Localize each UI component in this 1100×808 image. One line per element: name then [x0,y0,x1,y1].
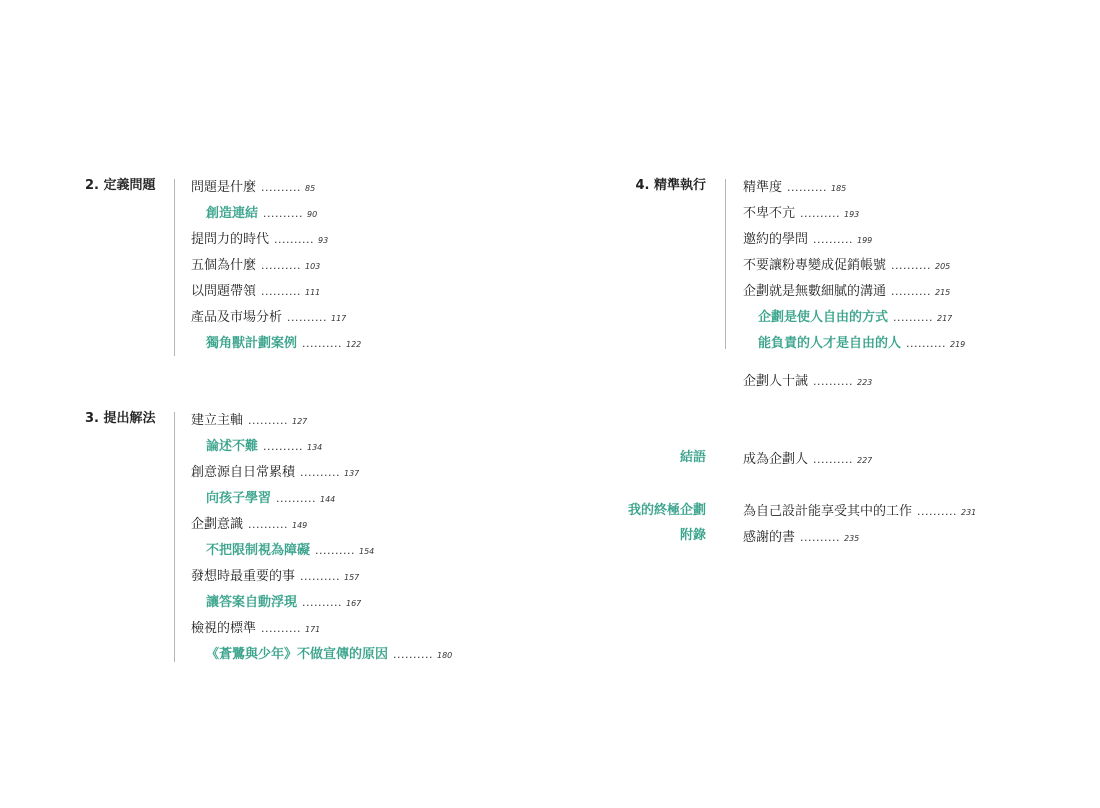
toc-entry-leader-dots: .......... [787,181,827,194]
toc-entry-title: 感謝的書 [743,530,796,545]
toc-entry-leader-dots: .......... [248,518,288,531]
toc-entry-title: 讓答案自動浮現 [206,595,298,610]
section-heading-epilogue: 結語 [679,450,706,465]
toc-entry-title: 企劃意識 [191,517,244,532]
toc-entry[interactable] [206,542,374,560]
section-heading-propose-solution: 3. 提出解法 [85,411,156,426]
toc-entry-leader-dots: .......... [891,285,931,298]
toc-entry[interactable] [743,179,846,197]
toc-entry-title: 企劃就是無數細膩的溝通 [743,284,887,299]
toc-entry-page-number: 90 [306,210,318,219]
toc-entry-page-number: 122 [345,340,362,349]
toc-entry-leader-dots: .......... [300,570,340,583]
toc-entry-page-number: 193 [843,210,860,219]
toc-entry[interactable] [743,231,872,249]
toc-entry[interactable] [743,529,859,547]
toc-entry-title: 獨角獸計劃案例 [206,336,298,351]
toc-entry[interactable] [191,257,320,275]
toc-entry[interactable] [206,646,452,664]
toc-entry-title: 為自己設計能享受其中的工作 [743,504,913,519]
toc-entry-title: 《蒼鷺與少年》不做宣傳的原因 [206,647,389,662]
toc-entry-page-number: 215 [934,288,951,297]
toc-entry[interactable] [206,594,361,612]
toc-entry[interactable] [743,503,976,521]
toc-entry-leader-dots: .......... [248,414,288,427]
toc-entry-page-number: 134 [306,443,323,452]
toc-entry[interactable] [206,438,322,456]
toc-entry[interactable] [758,309,952,327]
toc-entry[interactable] [191,309,346,327]
toc-entry-title: 能負責的人才是自由的人 [758,336,902,351]
toc-entry-leader-dots: .......... [302,596,342,609]
section-divider-line [725,179,726,349]
toc-entry-title: 建立主軸 [191,413,244,428]
toc-entry[interactable] [191,231,328,249]
toc-entry-page-number: 217 [936,314,953,323]
toc-entry[interactable] [743,451,872,469]
toc-entry-page-number: 103 [304,262,321,271]
toc-entry-title: 不要讓粉專變成促銷帳號 [743,258,887,273]
toc-entry[interactable] [743,205,859,223]
toc-entry-title: 不把限制視為障礙 [206,543,311,558]
toc-entry[interactable] [191,179,315,197]
toc-entry-page-number: 185 [830,184,847,193]
toc-entry-leader-dots: .......... [800,207,840,220]
toc-entry-title: 邀約的學問 [743,232,809,247]
toc-entry-page-number: 154 [358,547,375,556]
toc-entry-leader-dots: .......... [315,544,355,557]
toc-entry-leader-dots: .......... [261,259,301,272]
section-heading-define-problem: 2. 定義問題 [85,178,156,193]
section-divider-line [174,179,175,356]
toc-entry[interactable] [743,373,872,391]
toc-entry-page-number: 235 [843,534,860,543]
toc-entry-leader-dots: .......... [276,492,316,505]
toc-entry[interactable] [191,620,320,638]
section-heading-appendix: 附錄 [679,528,706,543]
toc-entry-leader-dots: .......... [263,440,303,453]
toc-entry-page-number: 85 [304,184,316,193]
toc-entry-page-number: 223 [856,378,873,387]
toc-entry-leader-dots: .......... [393,648,433,661]
section-heading-ultimate-plan: 我的終極企劃 [627,503,706,518]
toc-entry-leader-dots: .......... [300,466,340,479]
toc-entry-title: 向孩子學習 [206,491,272,506]
toc-entry-leader-dots: .......... [813,453,853,466]
toc-entry[interactable] [191,283,320,301]
toc-entry[interactable] [191,568,359,586]
toc-entry[interactable] [206,335,361,353]
toc-entry-title: 產品及市場分析 [191,310,283,325]
toc-entry-page-number: 144 [319,495,336,504]
toc-entry-leader-dots: .......... [813,375,853,388]
toc-entry-title: 以問題帶領 [191,284,257,299]
toc-entry[interactable] [191,464,359,482]
toc-entry-page-number: 199 [856,236,873,245]
toc-entry-leader-dots: .......... [800,531,840,544]
toc-entry-leader-dots: .......... [263,207,303,220]
toc-entry-title: 論述不難 [206,439,259,454]
toc-entry-leader-dots: .......... [891,259,931,272]
toc-entry[interactable] [206,205,317,223]
toc-entry-title: 問題是什麼 [191,180,257,195]
toc-entry-leader-dots: .......... [302,337,342,350]
toc-entry-page-number: 137 [343,469,360,478]
toc-entry-title: 創造連結 [206,206,259,221]
toc-entry-page-number: 117 [330,314,347,323]
toc-entry-leader-dots: .......... [274,233,314,246]
toc-entry-page-number: 227 [856,456,873,465]
toc-entry-leader-dots: .......... [287,311,327,324]
toc-entry-title: 精準度 [743,180,783,195]
toc-entry[interactable] [191,412,307,430]
toc-entry-title: 五個為什麼 [191,258,257,273]
toc-entry-title: 成為企劃人 [743,452,809,467]
section-heading-precise-execution: 4. 精準執行 [635,178,706,193]
toc-entry-page-number: 167 [345,599,362,608]
section-divider-line [174,412,175,662]
toc-entry-page-number: 127 [291,417,308,426]
toc-entry[interactable] [743,283,950,301]
toc-entry-title: 創意源自日常累積 [191,465,296,480]
toc-entry-leader-dots: .......... [261,285,301,298]
toc-entry-page-number: 93 [317,236,329,245]
toc-entry-page-number: 180 [436,651,453,660]
toc-entry[interactable] [743,257,950,275]
toc-entry[interactable] [191,516,307,534]
toc-entry-leader-dots: .......... [261,181,301,194]
toc-entry-page-number: 219 [949,340,966,349]
toc-entry-page-number: 205 [934,262,951,271]
toc-entry-title: 檢視的標準 [191,621,257,636]
toc-entry-title: 發想時最重要的事 [191,569,296,584]
toc-entry-leader-dots: .......... [893,311,933,324]
toc-entry-page-number: 231 [960,508,977,517]
toc-entry-page-number: 149 [291,521,308,530]
toc-entry-leader-dots: .......... [261,622,301,635]
toc-entry-page-number: 111 [304,288,321,297]
toc-entry-leader-dots: .......... [917,505,957,518]
toc-entry-title: 企劃人十誡 [743,374,809,389]
toc-entry-title: 不卑不亢 [743,206,796,221]
toc-entry-leader-dots: .......... [906,337,946,350]
toc-entry-page-number: 171 [304,625,321,634]
toc-entry[interactable] [206,490,335,508]
toc-entry[interactable] [758,335,965,353]
toc-entry-title: 提問力的時代 [191,232,270,247]
toc-entry-leader-dots: .......... [813,233,853,246]
toc-entry-page-number: 157 [343,573,360,582]
toc-entry-title: 企劃是使人自由的方式 [758,310,889,325]
